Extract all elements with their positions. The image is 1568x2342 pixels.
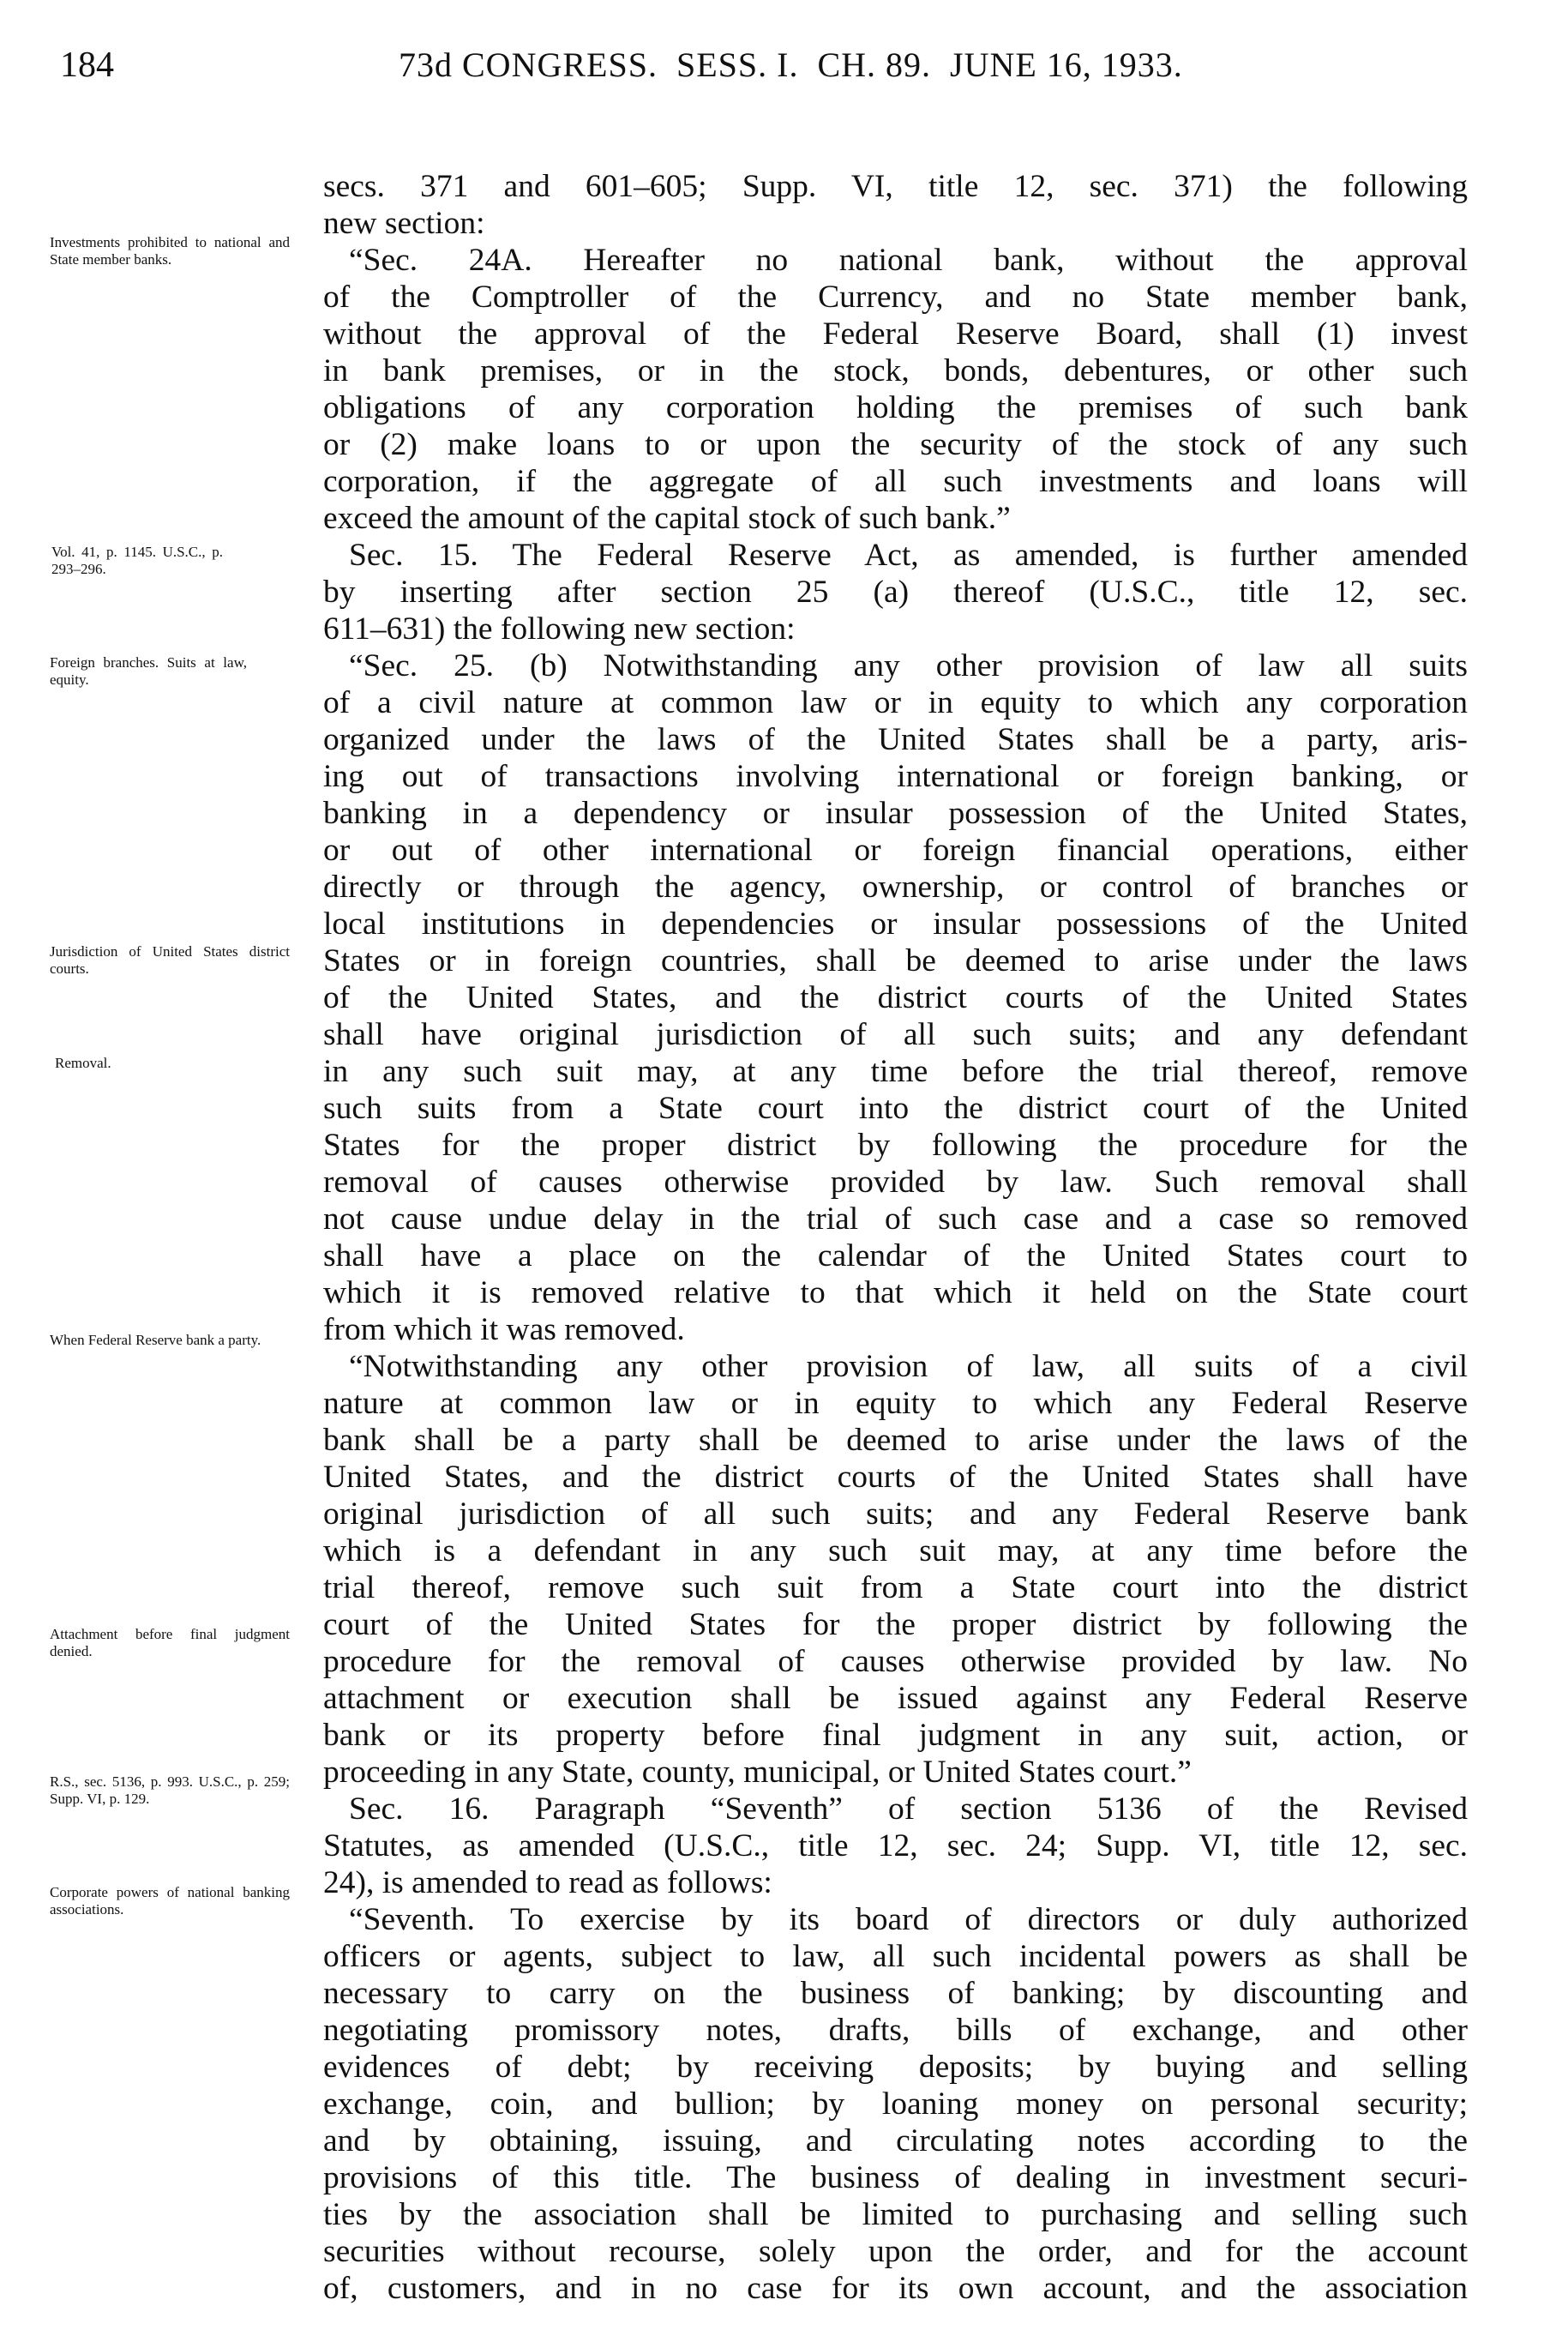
text-line: which it is removed relative to that which it held on the State court	[323, 1275, 1468, 1310]
text-line: corporation, if the aggregate of all such investments and loans will	[323, 464, 1468, 499]
text-line: attachment or execution shall be issued against any Federal Reserve	[323, 1681, 1468, 1716]
text-line: ing out of transactions involving international or foreign banking, or	[323, 759, 1468, 794]
text-line: States or in foreign countries, shall be deemed to arise under the laws	[323, 943, 1468, 978]
margin-note: When Federal Reserve bank a party.	[50, 1332, 261, 1348]
text-line: 24), is amended to read as follows:	[323, 1865, 772, 1900]
text-line: organized under the laws of the United States shall be a party, aris-	[323, 722, 1468, 757]
text-line: of the Comptroller of the Currency, and no State member bank,	[323, 280, 1468, 315]
running-head: 73d CONGRESS. SESS. I. CH. 89. JUNE 16, 1933.	[399, 45, 1183, 84]
text-line: of, customers, and in no case for its own account, and the association	[323, 2271, 1468, 2306]
text-line: exceed the amount of the capital stock of such bank.”	[323, 501, 1011, 536]
text-line: of a civil nature at common law or in equity to which any corporation	[323, 685, 1468, 720]
text-line: evidences of debt; by receiving deposits; by buying and selling	[323, 2050, 1468, 2085]
text-line: “Sec. 24A. Hereafter no national bank, without the approval	[349, 243, 1468, 278]
text-line: of the United States, and the district courts of the United States	[323, 980, 1468, 1015]
text-line: and by obtaining, issuing, and circulating notes according to the	[323, 2123, 1468, 2158]
text-line: procedure for the removal of causes otherwise provided by law. No	[323, 1644, 1468, 1679]
text-line: or (2) make loans to or upon the security of the stock of any such	[323, 427, 1468, 462]
margin-note: Corporate powers of national banking associations.	[50, 1884, 290, 1918]
text-line: court of the United States for the proper district by following the	[323, 1607, 1468, 1642]
text-line: such suits from a State court into the district court of the United	[323, 1091, 1468, 1126]
text-line: secs. 371 and 601–605; Supp. VI, title 12, sec. 371) the following	[323, 169, 1468, 204]
margin-note: Investments prohibited to national and State member banks.	[50, 234, 290, 268]
text-line: shall have a place on the calendar of the United States court to	[323, 1238, 1468, 1273]
text-line: “Seventh. To exercise by its board of directors or duly authorized	[349, 1902, 1468, 1937]
text-line: directly or through the agency, ownership, or control of branches or	[323, 870, 1468, 905]
text-line: obligations of any corporation holding the premises of such bank	[323, 390, 1468, 425]
text-line: not cause undue delay in the trial of such case and a case so removed	[323, 1201, 1468, 1237]
text-line: proceeding in any State, county, municipal, or United States court.”	[323, 1755, 1192, 1790]
margin-note: Attachment before final judgment denied.	[50, 1626, 290, 1659]
text-line: Sec. 16. Paragraph “Seventh” of section 5136 of the Revised	[349, 1791, 1468, 1827]
text-line: from which it was removed.	[323, 1312, 685, 1347]
text-line: officers or agents, subject to law, all such incidental powers as shall be	[323, 1939, 1468, 1974]
text-line: “Sec. 25. (b) Notwithstanding any other provision of law all suits	[349, 648, 1468, 683]
page-number: 184	[60, 45, 114, 85]
text-line: in bank premises, or in the stock, bonds, debentures, or other such	[323, 353, 1468, 388]
text-line: United States, and the district courts of the United States shall have	[323, 1460, 1468, 1495]
text-line: negotiating promissory notes, drafts, bills of exchange, and other	[323, 2013, 1468, 2048]
text-line: exchange, coin, and bullion; by loaning money on personal security;	[323, 2086, 1468, 2122]
text-line: new section:	[323, 206, 485, 241]
text-line: securities without recourse, solely upon the order, and for the account	[323, 2234, 1468, 2269]
margin-note: Jurisdiction of United States district courts.	[50, 943, 290, 977]
margin-note: Removal.	[55, 1055, 111, 1071]
text-line: bank shall be a party shall be deemed to arise under the laws of the	[323, 1423, 1468, 1458]
margin-note: Vol. 41, p. 1145. U.S.C., p. 293–296.	[51, 544, 223, 577]
text-line: bank or its property before final judgment in any suit, action, or	[323, 1718, 1468, 1753]
text-line: States for the proper district by following the procedure for the	[323, 1128, 1468, 1163]
text-line: or out of other international or foreign financial operations, either	[323, 833, 1468, 868]
text-line: local institutions in dependencies or insular possessions of the United	[323, 906, 1468, 942]
text-line: removal of causes otherwise provided by law. Such removal shall	[323, 1165, 1468, 1200]
body-text	[323, 168, 1468, 2307]
text-line: Sec. 15. The Federal Reserve Act, as amended, is further amended	[349, 538, 1468, 573]
text-line: Statutes, as amended (U.S.C., title 12, sec. 24; Supp. VI, title 12, sec.	[323, 1828, 1468, 1863]
text-line: banking in a dependency or insular possession of the United States,	[323, 796, 1468, 831]
text-line: trial thereof, remove such suit from a State court into the district	[323, 1570, 1468, 1605]
text-line: without the approval of the Federal Reserve Board, shall (1) invest	[323, 316, 1468, 352]
text-line: shall have original jurisdiction of all such suits; and any defendant	[323, 1017, 1468, 1052]
text-line: in any such suit may, at any time before the trial thereof, remove	[323, 1054, 1468, 1089]
text-line: which is a defendant in any such suit may, at any time before the	[323, 1533, 1468, 1568]
text-line: provisions of this title. The business of dealing in investment securi-	[323, 2160, 1468, 2195]
margin-note: R.S., sec. 5136, p. 993. U.S.C., p. 259; Supp. VI, p. 129.	[50, 1773, 290, 1807]
text-line: “Notwithstanding any other provision of law, all suits of a civil	[349, 1349, 1468, 1384]
text-line: necessary to carry on the business of banking; by discounting and	[323, 1976, 1468, 2011]
text-line: ties by the association shall be limited to purchasing and selling such	[323, 2197, 1468, 2232]
margin-note: Foreign branches. Suits at law, equity.	[50, 654, 247, 688]
text-line: by inserting after section 25 (a) thereof (U.S.C., title 12, sec.	[323, 575, 1468, 610]
text-line: original jurisdiction of all such suits; and any Federal Reserve bank	[323, 1496, 1468, 1532]
text-line: 611–631) the following new section:	[323, 611, 796, 647]
text-line: nature at common law or in equity to which any Federal Reserve	[323, 1386, 1468, 1421]
